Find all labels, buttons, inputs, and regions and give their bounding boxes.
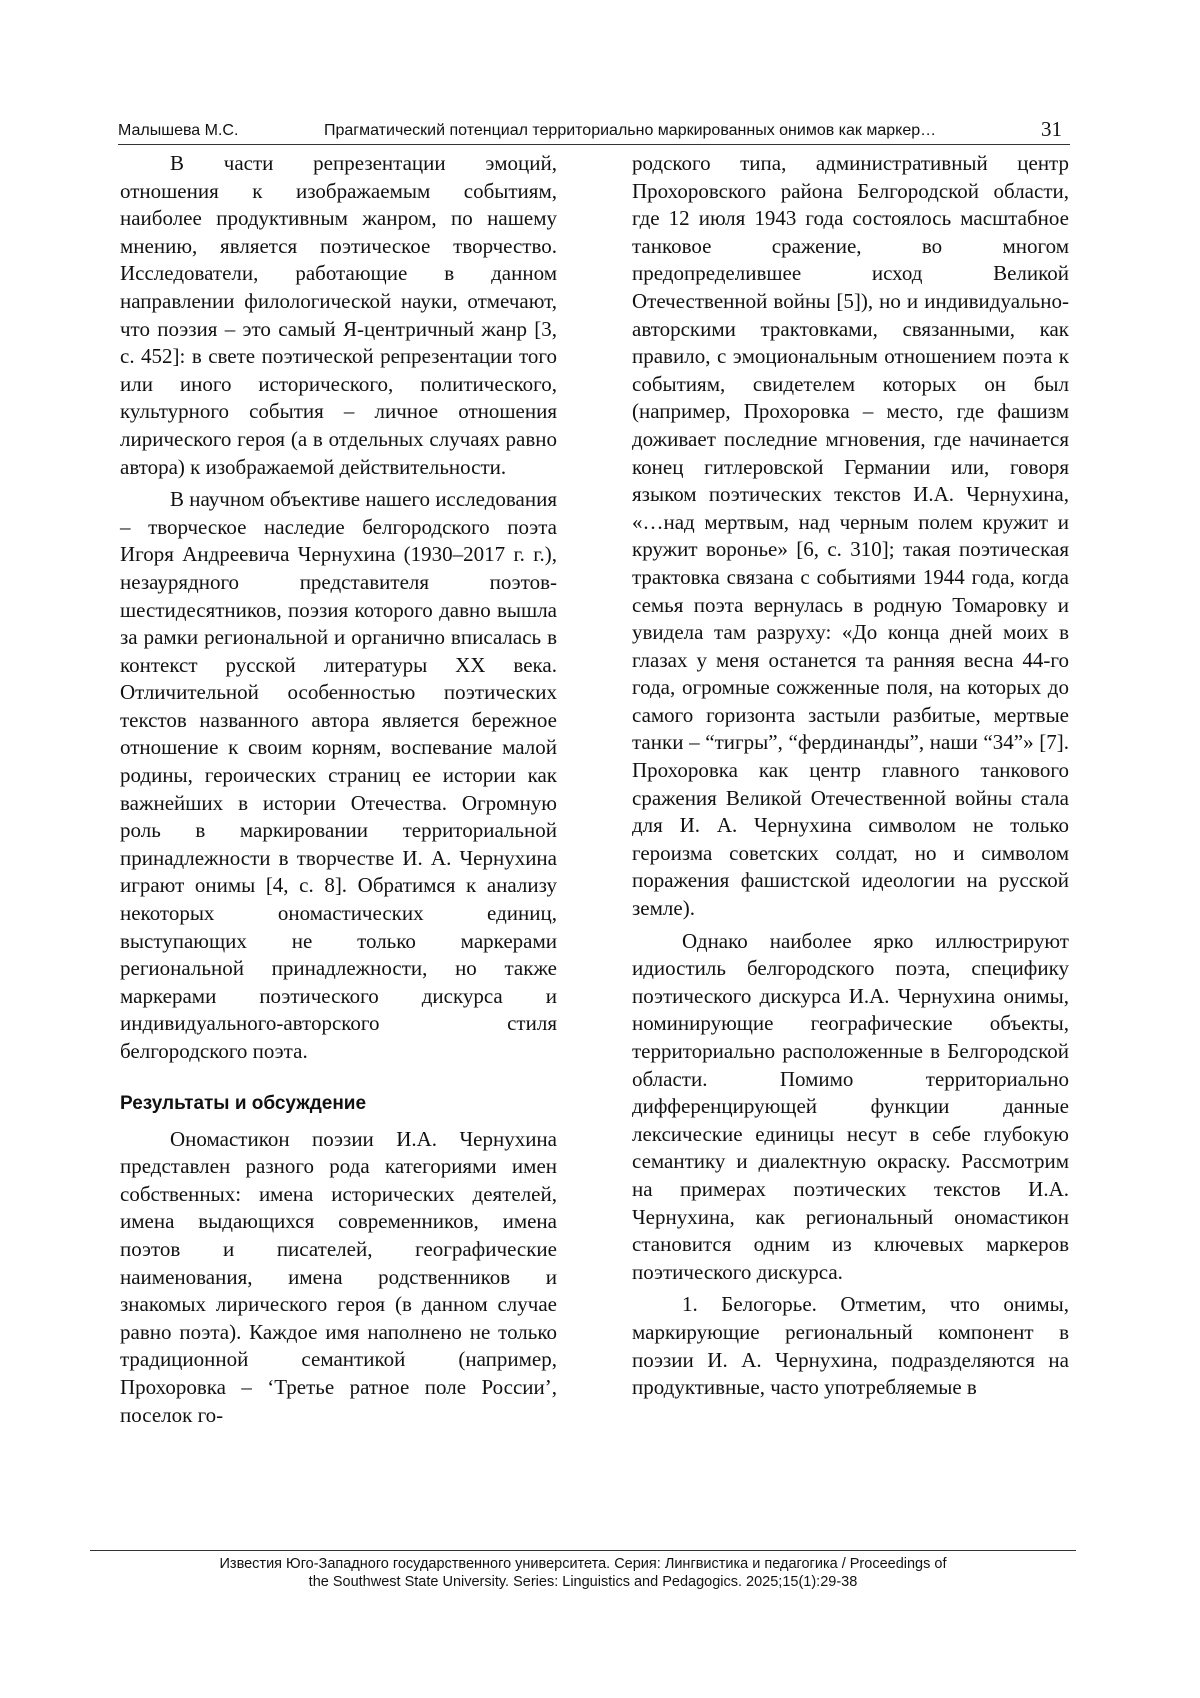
paragraph: родского типа, административный центр Прохоровского района Белгородской области, где 12 июля 1943 года состоялось масштабное танковое сражение, во многом предопределившее исход Великой Отечественной войны [5]), но и индивидуально-авторскими трактовками, связанными, как правило, с эмоциональным отношением поэта к событиям, свидетелем которых он был (например, Прохоровка – место, где фашизм доживает последние мгновения, где начинается конец гитлеровской Германии или, говоря языком поэтических текстов И.А. Чернухина, «…над мертвым, над черным полем кружит и кружит воронье» [6, с. 310]; такая поэтическая трактовка связана с событиями 1944 года, когда семья поэта вернулась в родную Томаровку и увидела там разруху: «До конца дней моих в глазах у меня останется та ранняя весна 44-го года, огромные сожженные поля, на которых до самого горизонта застыли разбитые, мертвые танки – “тигры”, “фердинанды”, наши “34”» [7]. Прохоровка как центр главного танкового сражения Великой Отечественной войны стала для И. А. Чернухина символом не только героизма советских солдат, но и символом поражения фашистской идеологии на русской земле). [632,151,1069,921]
page-number: 31 [1041,117,1062,141]
header-running-title: Прагматический потенциал территориально маркированных онимов как маркер… [324,122,937,139]
section-heading: Результаты и обсуждение [120,1092,367,1114]
footer-line: the Southwest State University. Series: Linguistics and Pedagogics. 2025;15(1):29-38 [308,1574,858,1590]
paragraph: В части репрезентации эмоций, отношения к изображаемым событиям, наиболее продуктивным жанром, по нашему мнению, является поэтическое творчество. Исследователи, работающие в данном направлении филологической науки, отмечают, что поэзия – это самый Я-центричный жанр [3, с. 452]: в свете поэтической репрезентации того или иного исторического, политического, культурного события – личное отношения лирического героя (а в отдельных случаях равно автора) к изображаемой действительности. [120,151,557,479]
header-author: Малышева М.С. [118,122,239,139]
right-column [632,150,1069,1407]
journal-footer [90,1550,1076,1591]
running-header [118,114,1070,145]
paragraph: 1. Белогорье. Отметим, что онимы, маркирующие региональный компонент в поэзии И. А. Чернухина, подразделяются на продуктивные, часто употребляемые в [632,1292,1069,1400]
paragraph: Однако наиболее ярко иллюстрируют идиостиль белгородского поэта, специфику поэтического дискурса И.А. Чернухина онимы, номинирующие географические объекты, территориально расположенные в Белгородской области. Помимо территориально дифференцирующей функции данные лексические единицы несут в себе глубокую семантику и диалектную окраску. Рассмотрим на примерах поэтических текстов И.А. Чернухина, как региональный ономастикон становится одним из ключевых маркеров поэтического дискурса. [632,928,1069,1284]
paragraph: В научном объективе нашего исследования – творческое наследие белгородского поэта Игоря Андреевича Чернухина (1930–2017 г. г.), незаурядного представителя поэтов-шестидесятников, поэзия которого давно вышла за рамки региональной и органично вписалась в контекст русской литературы XX века. Отличительной особенностью поэтических текстов названного автора является бережное отношение к своим корням, воспевание малой родины, героических страниц ее истории как важнейших в истории Отечества. Огромную роль в маркировании территориальной принадлежности в творчестве И. А. Чернухина играют онимы [4, с. 8]. Обратимся к анализу некоторых ономастических единиц, выступающих не только маркерами региональной принадлежности, но также маркерами поэтического дискурса и индивидуального-авторского стиля белгородского поэта. [120,487,557,1063]
footer-line: Известия Юго-Западного государственного университета. Серия: Лингвистика и педагогика / Proceedings of [219,1556,947,1572]
left-column [120,150,557,1434]
paragraph: Ономастикон поэзии И.А. Чернухина представлен разного рода категориями имен собственных: имена исторических деятелей, имена выдающихся современников, имена поэтов и писателей, географические наименования, имена родственников и знакомых лирического героя (в данном случае равно поэта). Каждое имя наполнено не только традиционной семантикой (например, Прохоровка – ‘Третье ратное поле России’, поселок го- [120,1126,557,1427]
